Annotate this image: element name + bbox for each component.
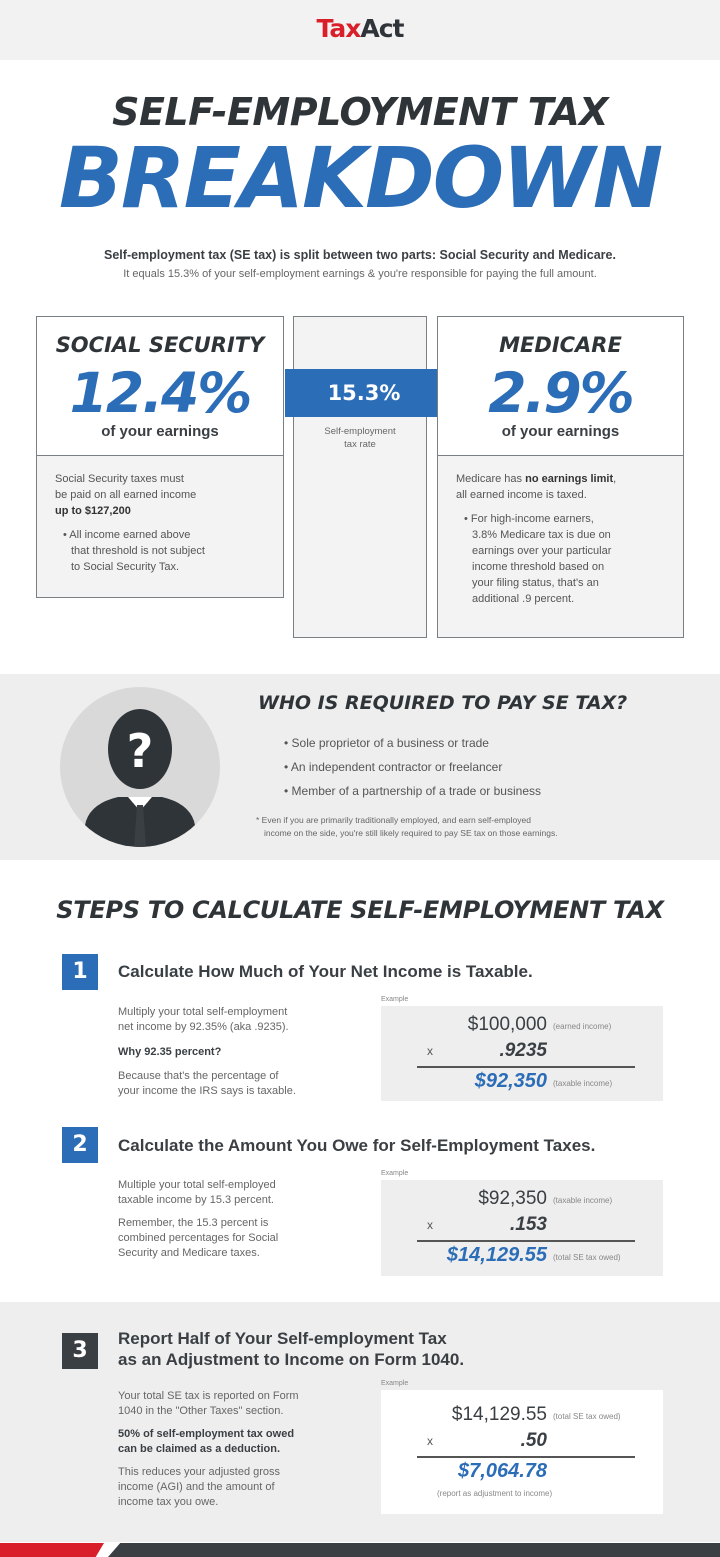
person-question-icon bbox=[60, 687, 220, 847]
medicare-text-1c: , bbox=[613, 473, 617, 485]
step-3-text-4: can be claimed as a deduction. bbox=[118, 1443, 280, 1455]
step-1-text-4: Because that's the percentage of bbox=[118, 1070, 279, 1082]
step-2-multiply-sign: x bbox=[427, 1218, 433, 1232]
medicare-bullet-1: • For high-income earners, bbox=[464, 513, 594, 525]
intro-text: It equals 15.3% of your self-employment earnings & you're responsible for paying the full amount. bbox=[123, 268, 597, 280]
step-3-text-2: 1040 in the "Other Taxes" section. bbox=[118, 1405, 284, 1417]
step-1-text-2: net income by 92.35% (aka .9235). bbox=[118, 1021, 289, 1033]
step-2-result: $14,129.55 bbox=[446, 1244, 547, 1266]
medicare-bullet-2: 3.8% Medicare tax is due on bbox=[472, 529, 611, 541]
medicare-heading: MEDICARE bbox=[499, 333, 622, 357]
ss-bullet-1: • All income earned above bbox=[63, 529, 191, 541]
rate-value: 15.3% bbox=[285, 369, 443, 417]
step-1-result: $92,350 bbox=[474, 1070, 547, 1092]
ss-text-3: up to $127,200 bbox=[55, 505, 131, 517]
title-line-2: BREAKDOWN bbox=[58, 129, 662, 227]
social-security-sub: of your earnings bbox=[101, 423, 219, 440]
step-3-line-1: $14,129.55 bbox=[451, 1404, 547, 1425]
title-line-1: SELF-EMPLOYMENT TAX bbox=[112, 90, 608, 134]
step-2-note-3: (total SE tax owed) bbox=[553, 1253, 621, 1262]
step-1-text-5: your income the IRS says is taxable. bbox=[118, 1085, 296, 1097]
ss-text-2: be paid on all earned income bbox=[55, 489, 197, 501]
medicare-text-1 bbox=[456, 472, 616, 488]
step-1-example-label: Example bbox=[381, 996, 409, 1003]
step-2-line-2: .153 bbox=[510, 1214, 547, 1235]
step-2-text-3: Remember, the 15.3 percent is bbox=[118, 1217, 269, 1229]
medicare-text-2: all earned income is taxed. bbox=[456, 489, 587, 501]
step-3-example-box bbox=[381, 1390, 663, 1514]
step-2-example-box bbox=[381, 1180, 663, 1276]
step-1-text-1: Multiply your total self-employment bbox=[118, 1006, 288, 1018]
step-1-number: 1 bbox=[62, 954, 98, 990]
social-security-box bbox=[36, 316, 284, 456]
medicare-box bbox=[437, 316, 684, 456]
step-3-note-1: (total SE tax owed) bbox=[553, 1412, 621, 1421]
ss-bullet-2: that threshold is not subject bbox=[71, 545, 205, 557]
step-2-number: 2 bbox=[62, 1127, 98, 1163]
step-1-title: Calculate How Much of Your Net Income is Taxable. bbox=[118, 962, 533, 981]
social-security-heading: SOCIAL SECURITY bbox=[55, 333, 265, 357]
ss-bullet-3: to Social Security Tax. bbox=[71, 561, 180, 573]
step-3-text-3: 50% of self-employment tax owed bbox=[118, 1428, 295, 1440]
step-3-text-1: Your total SE tax is reported on Form bbox=[118, 1390, 299, 1402]
logo-part-act: Act bbox=[360, 14, 404, 43]
step-3-title-1: Report Half of Your Self-employment Tax bbox=[118, 1329, 447, 1348]
step-3-rule bbox=[417, 1456, 635, 1458]
who-note bbox=[256, 814, 558, 839]
step-2-line-1: $92,350 bbox=[478, 1188, 547, 1209]
step-3-note-3: (report as adjustment to income) bbox=[437, 1489, 553, 1498]
medicare-bullet-3: earnings over your particular bbox=[472, 545, 612, 557]
step-2-text-5: Security and Medicare taxes. bbox=[118, 1247, 260, 1259]
rate-column bbox=[293, 316, 427, 638]
taxact-logo[interactable] bbox=[0, 14, 720, 43]
medicare-percent: 2.9% bbox=[488, 361, 633, 425]
step-1-text-3: Why 92.35 percent? bbox=[118, 1046, 222, 1058]
step-1-line-2: .9235 bbox=[499, 1040, 547, 1061]
medicare-detail-box bbox=[437, 455, 684, 638]
step-1-note-1: (earned income) bbox=[553, 1022, 612, 1031]
who-item-1: • Sole proprietor of a business or trade bbox=[284, 736, 489, 750]
step-2-note-1: (taxable income) bbox=[553, 1196, 613, 1205]
step-1-example-box bbox=[381, 1006, 663, 1101]
step-1-note-3: (taxable income) bbox=[553, 1079, 613, 1088]
step-3-example-label: Example bbox=[381, 1380, 409, 1387]
footer-red-stripe bbox=[0, 1543, 104, 1557]
step-1-line-1: $100,000 bbox=[467, 1014, 547, 1035]
step-3-title-2: as an Adjustment to Income on Form 1040. bbox=[118, 1350, 465, 1369]
logo-part-tax: Tax bbox=[316, 14, 361, 43]
medicare-bullet-6: additional .9 percent. bbox=[472, 593, 575, 605]
step-3-line-2: .50 bbox=[520, 1430, 547, 1451]
step-2-text-4: combined percentages for Social bbox=[118, 1232, 279, 1244]
intro-bold: Self-employment tax (SE tax) is split between two parts: Social Security and Medicare. bbox=[104, 248, 616, 262]
rate-label-1: Self-employment bbox=[324, 426, 396, 437]
ss-text-1: Social Security taxes must bbox=[55, 473, 184, 485]
step-3-multiply-sign: x bbox=[427, 1434, 433, 1448]
social-security-percent: 12.4% bbox=[69, 361, 251, 425]
step-2-text-1: Multiple your total self-employed bbox=[118, 1179, 276, 1191]
steps-title: STEPS TO CALCULATE SELF-EMPLOYMENT TAX bbox=[56, 896, 664, 924]
rate-label bbox=[293, 425, 427, 451]
step-2-rule bbox=[417, 1240, 635, 1242]
medicare-bullet-4: income threshold based on bbox=[472, 561, 605, 573]
who-item-3: • Member of a partnership of a trade or business bbox=[284, 784, 541, 798]
who-title: WHO IS REQUIRED TO PAY SE TAX? bbox=[258, 692, 628, 714]
step-2-title: Calculate the Amount You Owe for Self-Employment Taxes. bbox=[118, 1136, 596, 1155]
social-security-detail-box bbox=[36, 455, 284, 598]
step-3-text-6: income (AGI) and the amount of bbox=[118, 1481, 275, 1493]
svg-text:?: ? bbox=[126, 724, 154, 778]
medicare-text-1b: no earnings limit bbox=[525, 473, 614, 485]
step-3-text-5: This reduces your adjusted gross bbox=[118, 1466, 281, 1478]
medicare-sub: of your earnings bbox=[501, 423, 620, 440]
step-1-multiply-sign: x bbox=[427, 1044, 433, 1058]
who-note-2: income on the side, you're still likely required to pay SE tax on those earnings. bbox=[264, 827, 558, 838]
step-3-text-7: income tax you owe. bbox=[118, 1496, 219, 1508]
step-3-result: $7,064.78 bbox=[458, 1460, 547, 1482]
who-item-2: • An independent contractor or freelancer bbox=[284, 760, 503, 774]
step-2-example-label: Example bbox=[381, 1170, 409, 1177]
step-3-number: 3 bbox=[62, 1333, 98, 1369]
step-2-text-2: taxable income by 15.3 percent. bbox=[118, 1194, 274, 1206]
medicare-text-1a: Medicare has bbox=[456, 473, 526, 485]
footer-dark-stripe bbox=[108, 1543, 720, 1557]
who-note-1: * Even if you are primarily traditionally employed, and earn self-employed bbox=[256, 815, 531, 825]
step-1-rule bbox=[417, 1066, 635, 1068]
rate-label-2: tax rate bbox=[344, 439, 376, 450]
medicare-bullet-5: your filing status, that's an bbox=[472, 577, 599, 589]
